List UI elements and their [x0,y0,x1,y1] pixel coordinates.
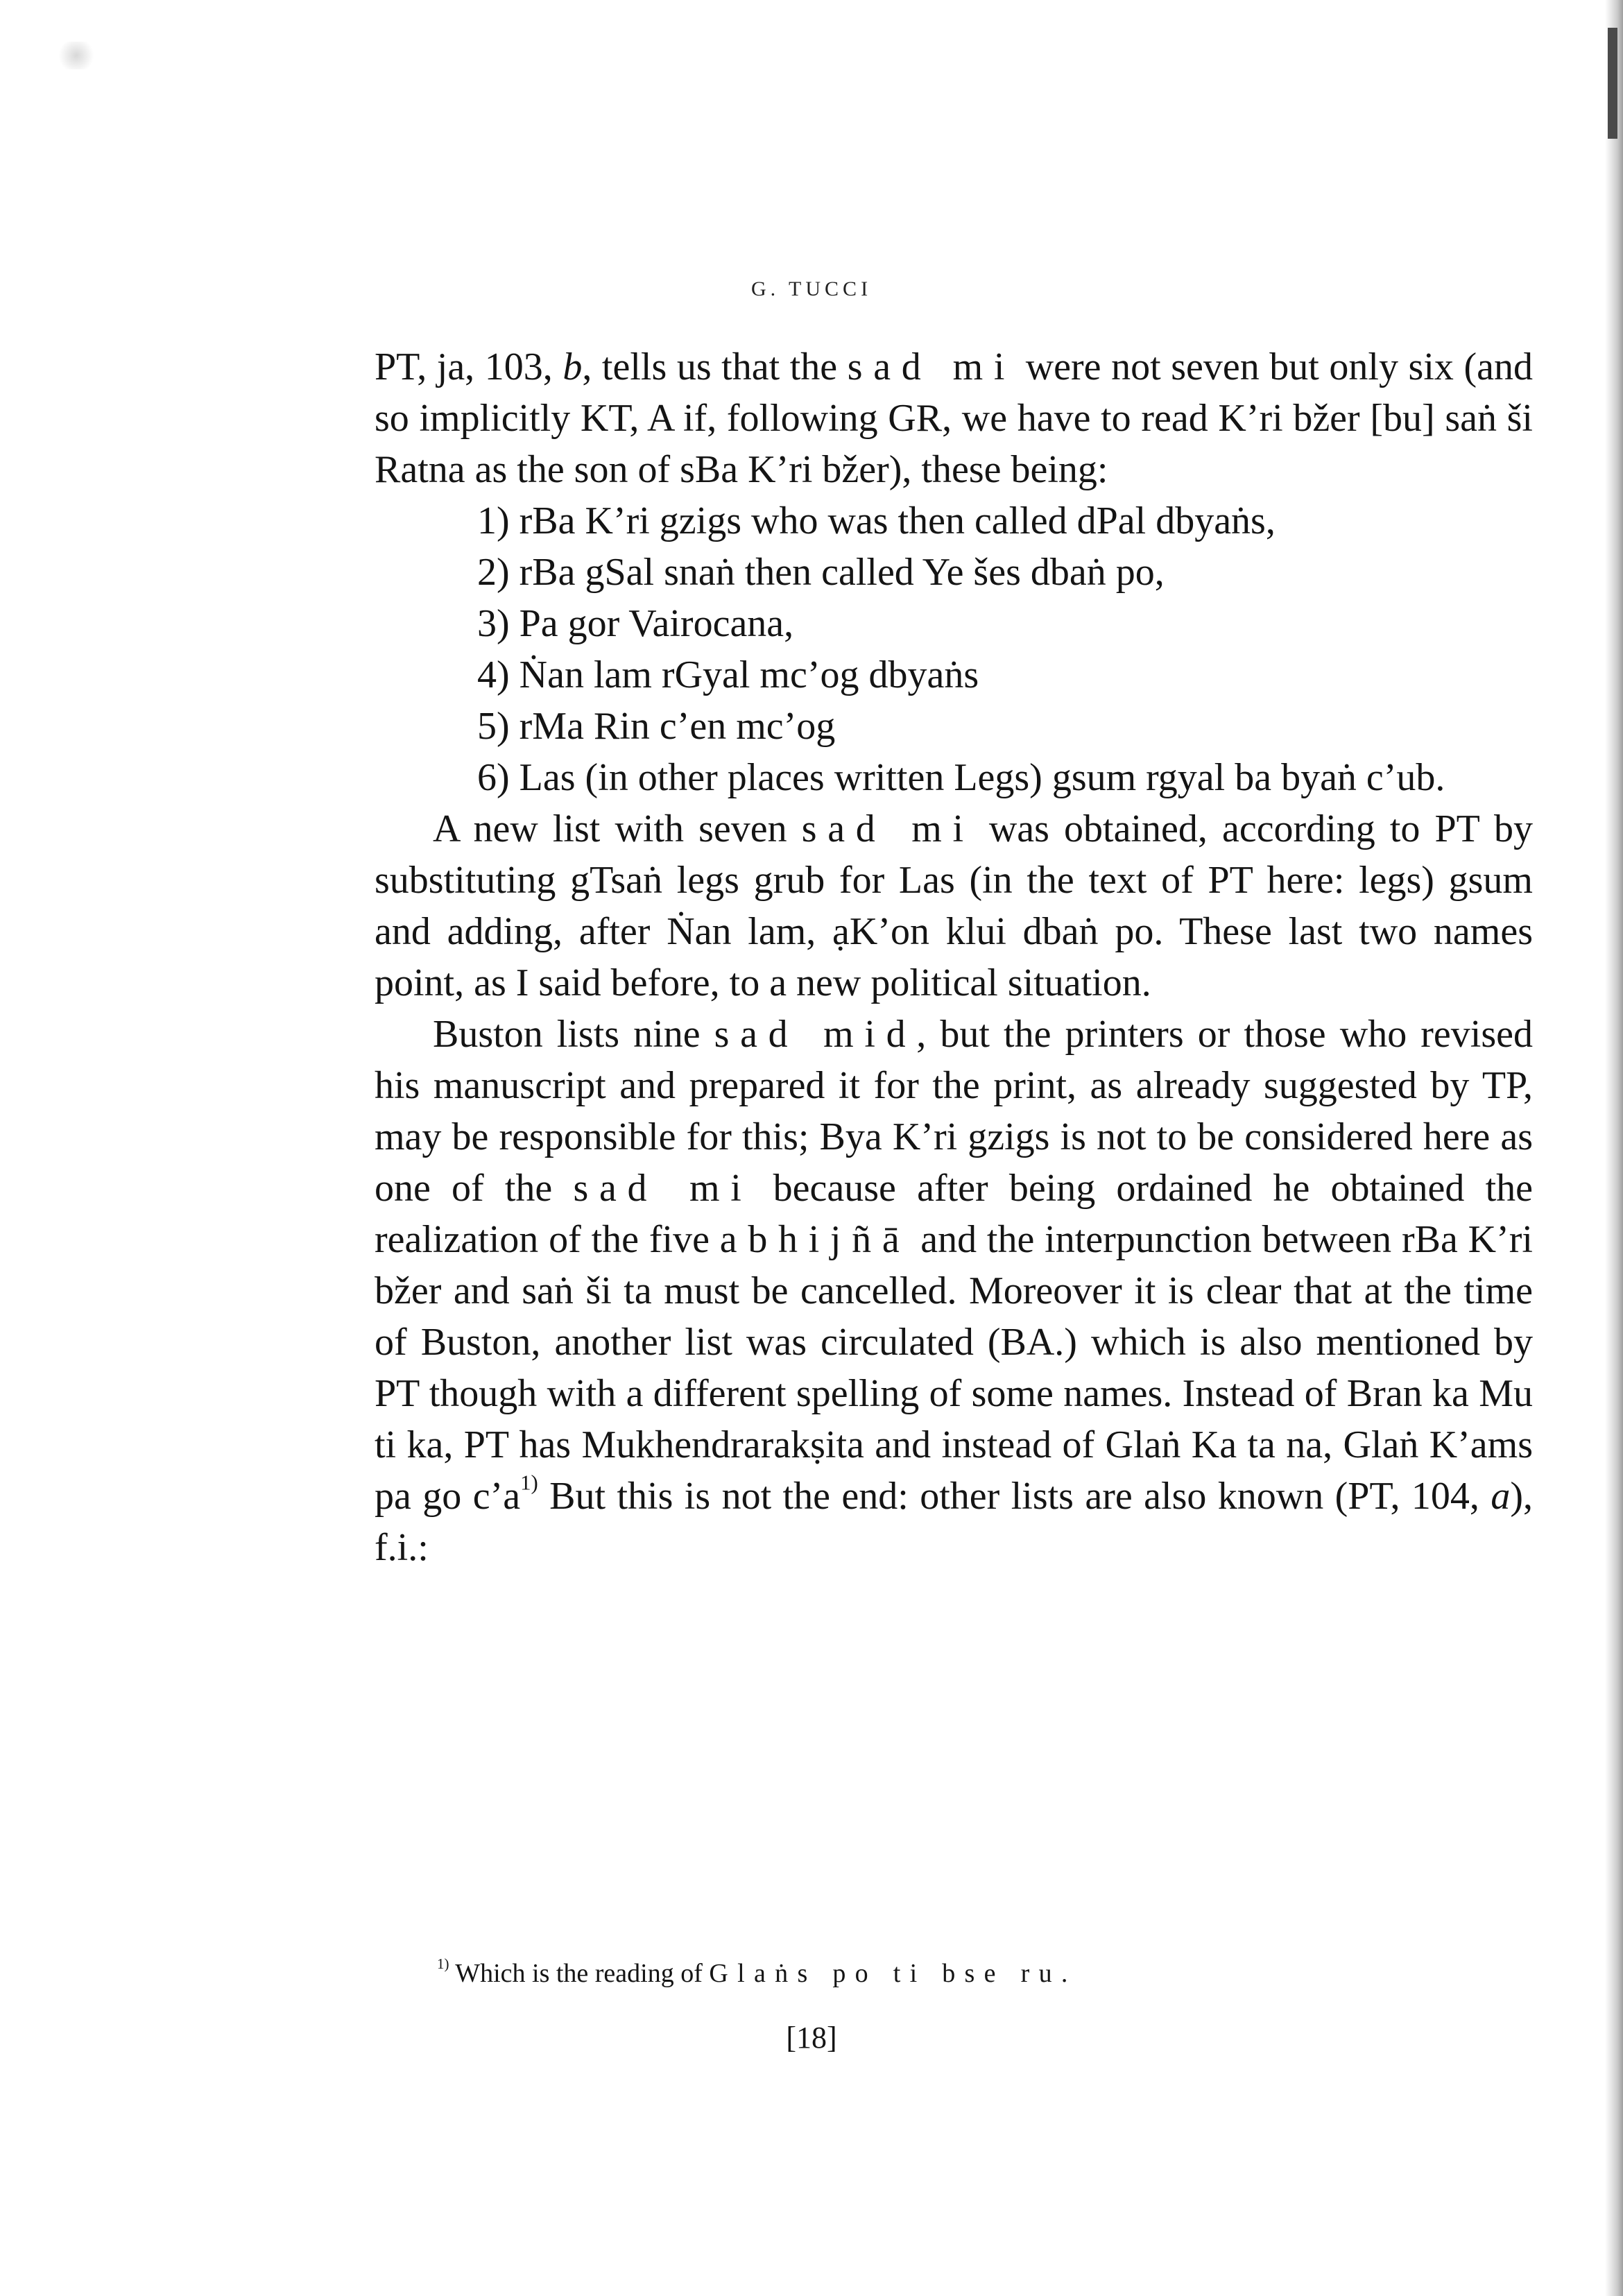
text-run: But this is not the end: other lists are also known (PT, 104, [538,1475,1491,1518]
spaced-term: sad mi [801,807,974,850]
spaced-term: sad mid [714,1013,917,1056]
page-number: [18] [786,2021,837,2055]
list-item: 1) rBa K’ri gzigs who was then called dPal dbyaṅs, [477,499,1276,542]
running-head: G. TUCCI [750,277,873,300]
body-text [375,341,1533,1573]
footnote-reference: 1) [520,1471,538,1495]
names-list [375,495,1533,803]
italic-run: b [563,345,583,388]
list-item: 5) rMa Rin c’en mc’og [477,705,836,748]
paragraph-3 [375,1009,1533,1573]
text-run: was obtained, according to PT by substituting gTsaṅ legs grub for Las (in the text of PT here: legs) gsum and adding, after Ṅan lam, ạK’on klui dbaṅ po. These last two names point, as I said before, to a new political situation. [375,807,1533,1004]
footnote-text: Which is the reading of [449,1959,710,1988]
footnote [437,1956,1477,1991]
text-run: because after being ordained he obtained the realization of the five [375,1167,1533,1261]
footnote-marker: 1) [437,1955,449,1973]
spaced-term: abhijñā [719,1218,911,1261]
page-edge-shadow [1605,0,1623,2296]
text-run: Buston lists nine [433,1013,714,1056]
list-item: 2) rBa gSal snaṅ then called Ye šes dbaṅ po, [477,551,1165,594]
text-run: , but the printers or those who revised his manuscript and prepared it for the print, as already suggested by TP, may be responsible for this; Bya K’ri gzigs is not to be considered here as one of the [375,1013,1533,1210]
spaced-term: sad mi [573,1167,753,1210]
italic-run: a [1491,1475,1511,1518]
list-item: 4) Ṅan lam rGyal mc’og dbyaṅs [477,653,979,696]
text-run: , tells us that the [582,345,848,388]
text-run: PT, ja, 103, [375,345,563,388]
list-item: 6) Las (in other places written Legs) gsum rgyal ba byaṅ c’ub. [477,756,1445,799]
page-edge-dark-mark [1608,28,1617,139]
scan-speck [55,42,97,69]
footnote-text: . [1060,1959,1068,1988]
text-run: A new list with seven [433,807,802,850]
paragraph-1 [375,341,1533,495]
text-run: ), f.i.: [375,1475,1534,1569]
text-run: were not seven but only six (and so implicitly KT, A if, following GR, we have to read K’ri bžer [bu] saṅ ši Ratna as the son of sBa K’ri bžer), these being: [375,345,1533,491]
spaced-term: sad mi [847,345,1016,388]
list-item: 3) Pa gor Vairocana, [477,602,794,645]
text-run: and the interpunction between rBa K’ri bžer and saṅ ši ta must be cancelled. Moreover it is clear that at the time of Buston, another list was circulated (BA.) which is also mentioned by PT though with a different spelling of some names. Instead of Bran ka Mu ti ka, PT has Mukhendrarakṣita and instead of Glaṅ Ka ta na, Glaṅ K’ams pa go c’a [375,1218,1533,1518]
paragraph-2 [375,803,1533,1009]
spaced-term: Glaṅs po ti bse ru [709,1959,1061,1988]
